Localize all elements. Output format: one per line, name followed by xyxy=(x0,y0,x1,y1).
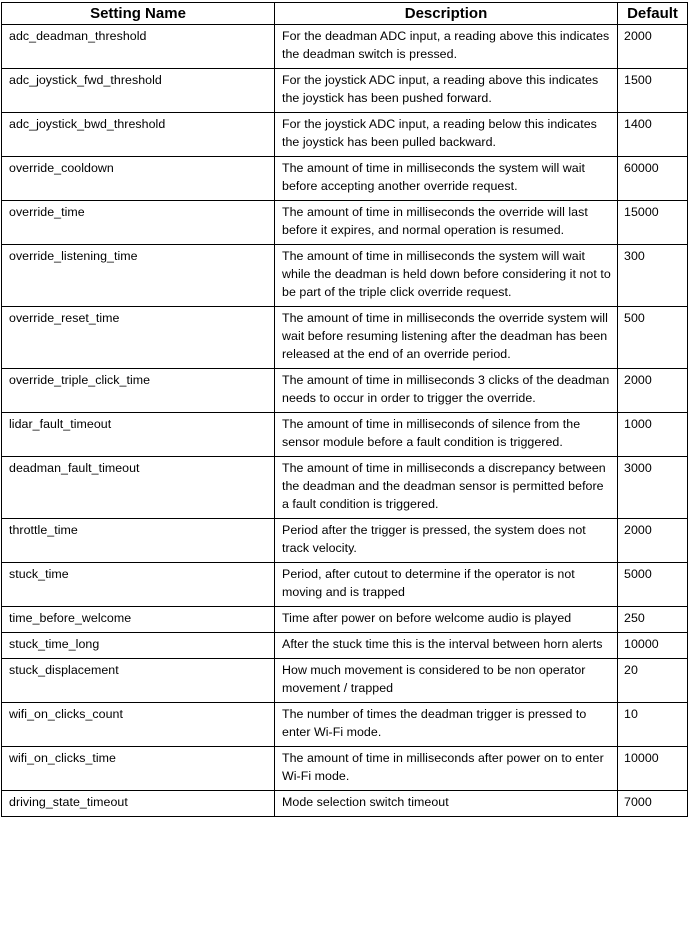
default-value-cell: 2000 xyxy=(618,519,688,563)
setting-name-cell: stuck_time_long xyxy=(2,633,275,659)
table-row xyxy=(2,25,688,69)
default-value-cell: 1000 xyxy=(618,413,688,457)
table-row xyxy=(2,791,688,817)
default-value-cell: 2000 xyxy=(618,369,688,413)
description-cell: The amount of time in milliseconds the system will wait while the deadman is held down before considering it not to be part of the triple click override request. xyxy=(275,245,618,307)
default-value-cell: 2000 xyxy=(618,25,688,69)
setting-name-cell: wifi_on_clicks_time xyxy=(2,747,275,791)
description-cell: The number of times the deadman trigger is pressed to enter Wi-Fi mode. xyxy=(275,703,618,747)
default-value-cell: 60000 xyxy=(618,157,688,201)
setting-name-cell: stuck_displacement xyxy=(2,659,275,703)
table-header xyxy=(2,3,688,25)
default-value-cell: 10000 xyxy=(618,747,688,791)
description-cell: After the stuck time this is the interval between horn alerts xyxy=(275,633,618,659)
description-cell: For the joystick ADC input, a reading above this indicates the joystick has been pushed forward. xyxy=(275,69,618,113)
table-row xyxy=(2,703,688,747)
table-row xyxy=(2,633,688,659)
setting-name-cell: adc_joystick_fwd_threshold xyxy=(2,69,275,113)
description-cell: For the deadman ADC input, a reading above this indicates the deadman switch is pressed. xyxy=(275,25,618,69)
setting-name-cell: time_before_welcome xyxy=(2,607,275,633)
settings-table-container xyxy=(1,2,688,817)
setting-name-cell: wifi_on_clicks_count xyxy=(2,703,275,747)
description-cell: The amount of time in milliseconds of silence from the sensor module before a fault condition is triggered. xyxy=(275,413,618,457)
default-value-cell: 300 xyxy=(618,245,688,307)
default-value-cell: 1500 xyxy=(618,69,688,113)
description-cell: The amount of time in milliseconds the override system will wait before resuming listening after the deadman has been released at the end of an override period. xyxy=(275,307,618,369)
default-value-cell: 7000 xyxy=(618,791,688,817)
description-cell: Period, after cutout to determine if the operator is not moving and is trapped xyxy=(275,563,618,607)
table-row xyxy=(2,563,688,607)
table-row xyxy=(2,245,688,307)
setting-name-cell: adc_joystick_bwd_threshold xyxy=(2,113,275,157)
setting-name-cell: override_listening_time xyxy=(2,245,275,307)
table-body xyxy=(2,25,688,817)
table-row xyxy=(2,457,688,519)
default-value-cell: 15000 xyxy=(618,201,688,245)
setting-name-cell: throttle_time xyxy=(2,519,275,563)
setting-name-cell: lidar_fault_timeout xyxy=(2,413,275,457)
table-row xyxy=(2,369,688,413)
description-cell: Mode selection switch timeout xyxy=(275,791,618,817)
table-row xyxy=(2,307,688,369)
table-row xyxy=(2,157,688,201)
setting-name-cell: driving_state_timeout xyxy=(2,791,275,817)
table-row xyxy=(2,607,688,633)
description-cell: The amount of time in milliseconds after power on to enter Wi-Fi mode. xyxy=(275,747,618,791)
setting-name-cell: deadman_fault_timeout xyxy=(2,457,275,519)
table-row xyxy=(2,413,688,457)
description-cell: The amount of time in milliseconds the system will wait before accepting another override request. xyxy=(275,157,618,201)
setting-name-cell: override_time xyxy=(2,201,275,245)
default-value-cell: 500 xyxy=(618,307,688,369)
description-cell: Period after the trigger is pressed, the system does not track velocity. xyxy=(275,519,618,563)
table-row xyxy=(2,69,688,113)
setting-name-cell: override_cooldown xyxy=(2,157,275,201)
default-value-cell: 250 xyxy=(618,607,688,633)
default-value-cell: 10000 xyxy=(618,633,688,659)
table-row xyxy=(2,113,688,157)
header-default: Default xyxy=(618,3,688,25)
description-cell: How much movement is considered to be non operator movement / trapped xyxy=(275,659,618,703)
table-row xyxy=(2,747,688,791)
setting-name-cell: override_reset_time xyxy=(2,307,275,369)
description-cell: The amount of time in milliseconds a discrepancy between the deadman and the deadman sensor is permitted before a fault condition is triggered. xyxy=(275,457,618,519)
default-value-cell: 1400 xyxy=(618,113,688,157)
settings-table xyxy=(1,2,688,817)
header-setting-name: Setting Name xyxy=(2,3,275,25)
table-row xyxy=(2,519,688,563)
description-cell: The amount of time in milliseconds the override will last before it expires, and normal operation is resumed. xyxy=(275,201,618,245)
setting-name-cell: adc_deadman_threshold xyxy=(2,25,275,69)
header-description: Description xyxy=(275,3,618,25)
table-row xyxy=(2,659,688,703)
default-value-cell: 5000 xyxy=(618,563,688,607)
setting-name-cell: stuck_time xyxy=(2,563,275,607)
table-row xyxy=(2,201,688,245)
setting-name-cell: override_triple_click_time xyxy=(2,369,275,413)
default-value-cell: 10 xyxy=(618,703,688,747)
description-cell: The amount of time in milliseconds 3 clicks of the deadman needs to occur in order to trigger the override. xyxy=(275,369,618,413)
default-value-cell: 3000 xyxy=(618,457,688,519)
description-cell: For the joystick ADC input, a reading below this indicates the joystick has been pulled backward. xyxy=(275,113,618,157)
header-row xyxy=(2,3,688,25)
default-value-cell: 20 xyxy=(618,659,688,703)
description-cell: Time after power on before welcome audio is played xyxy=(275,607,618,633)
